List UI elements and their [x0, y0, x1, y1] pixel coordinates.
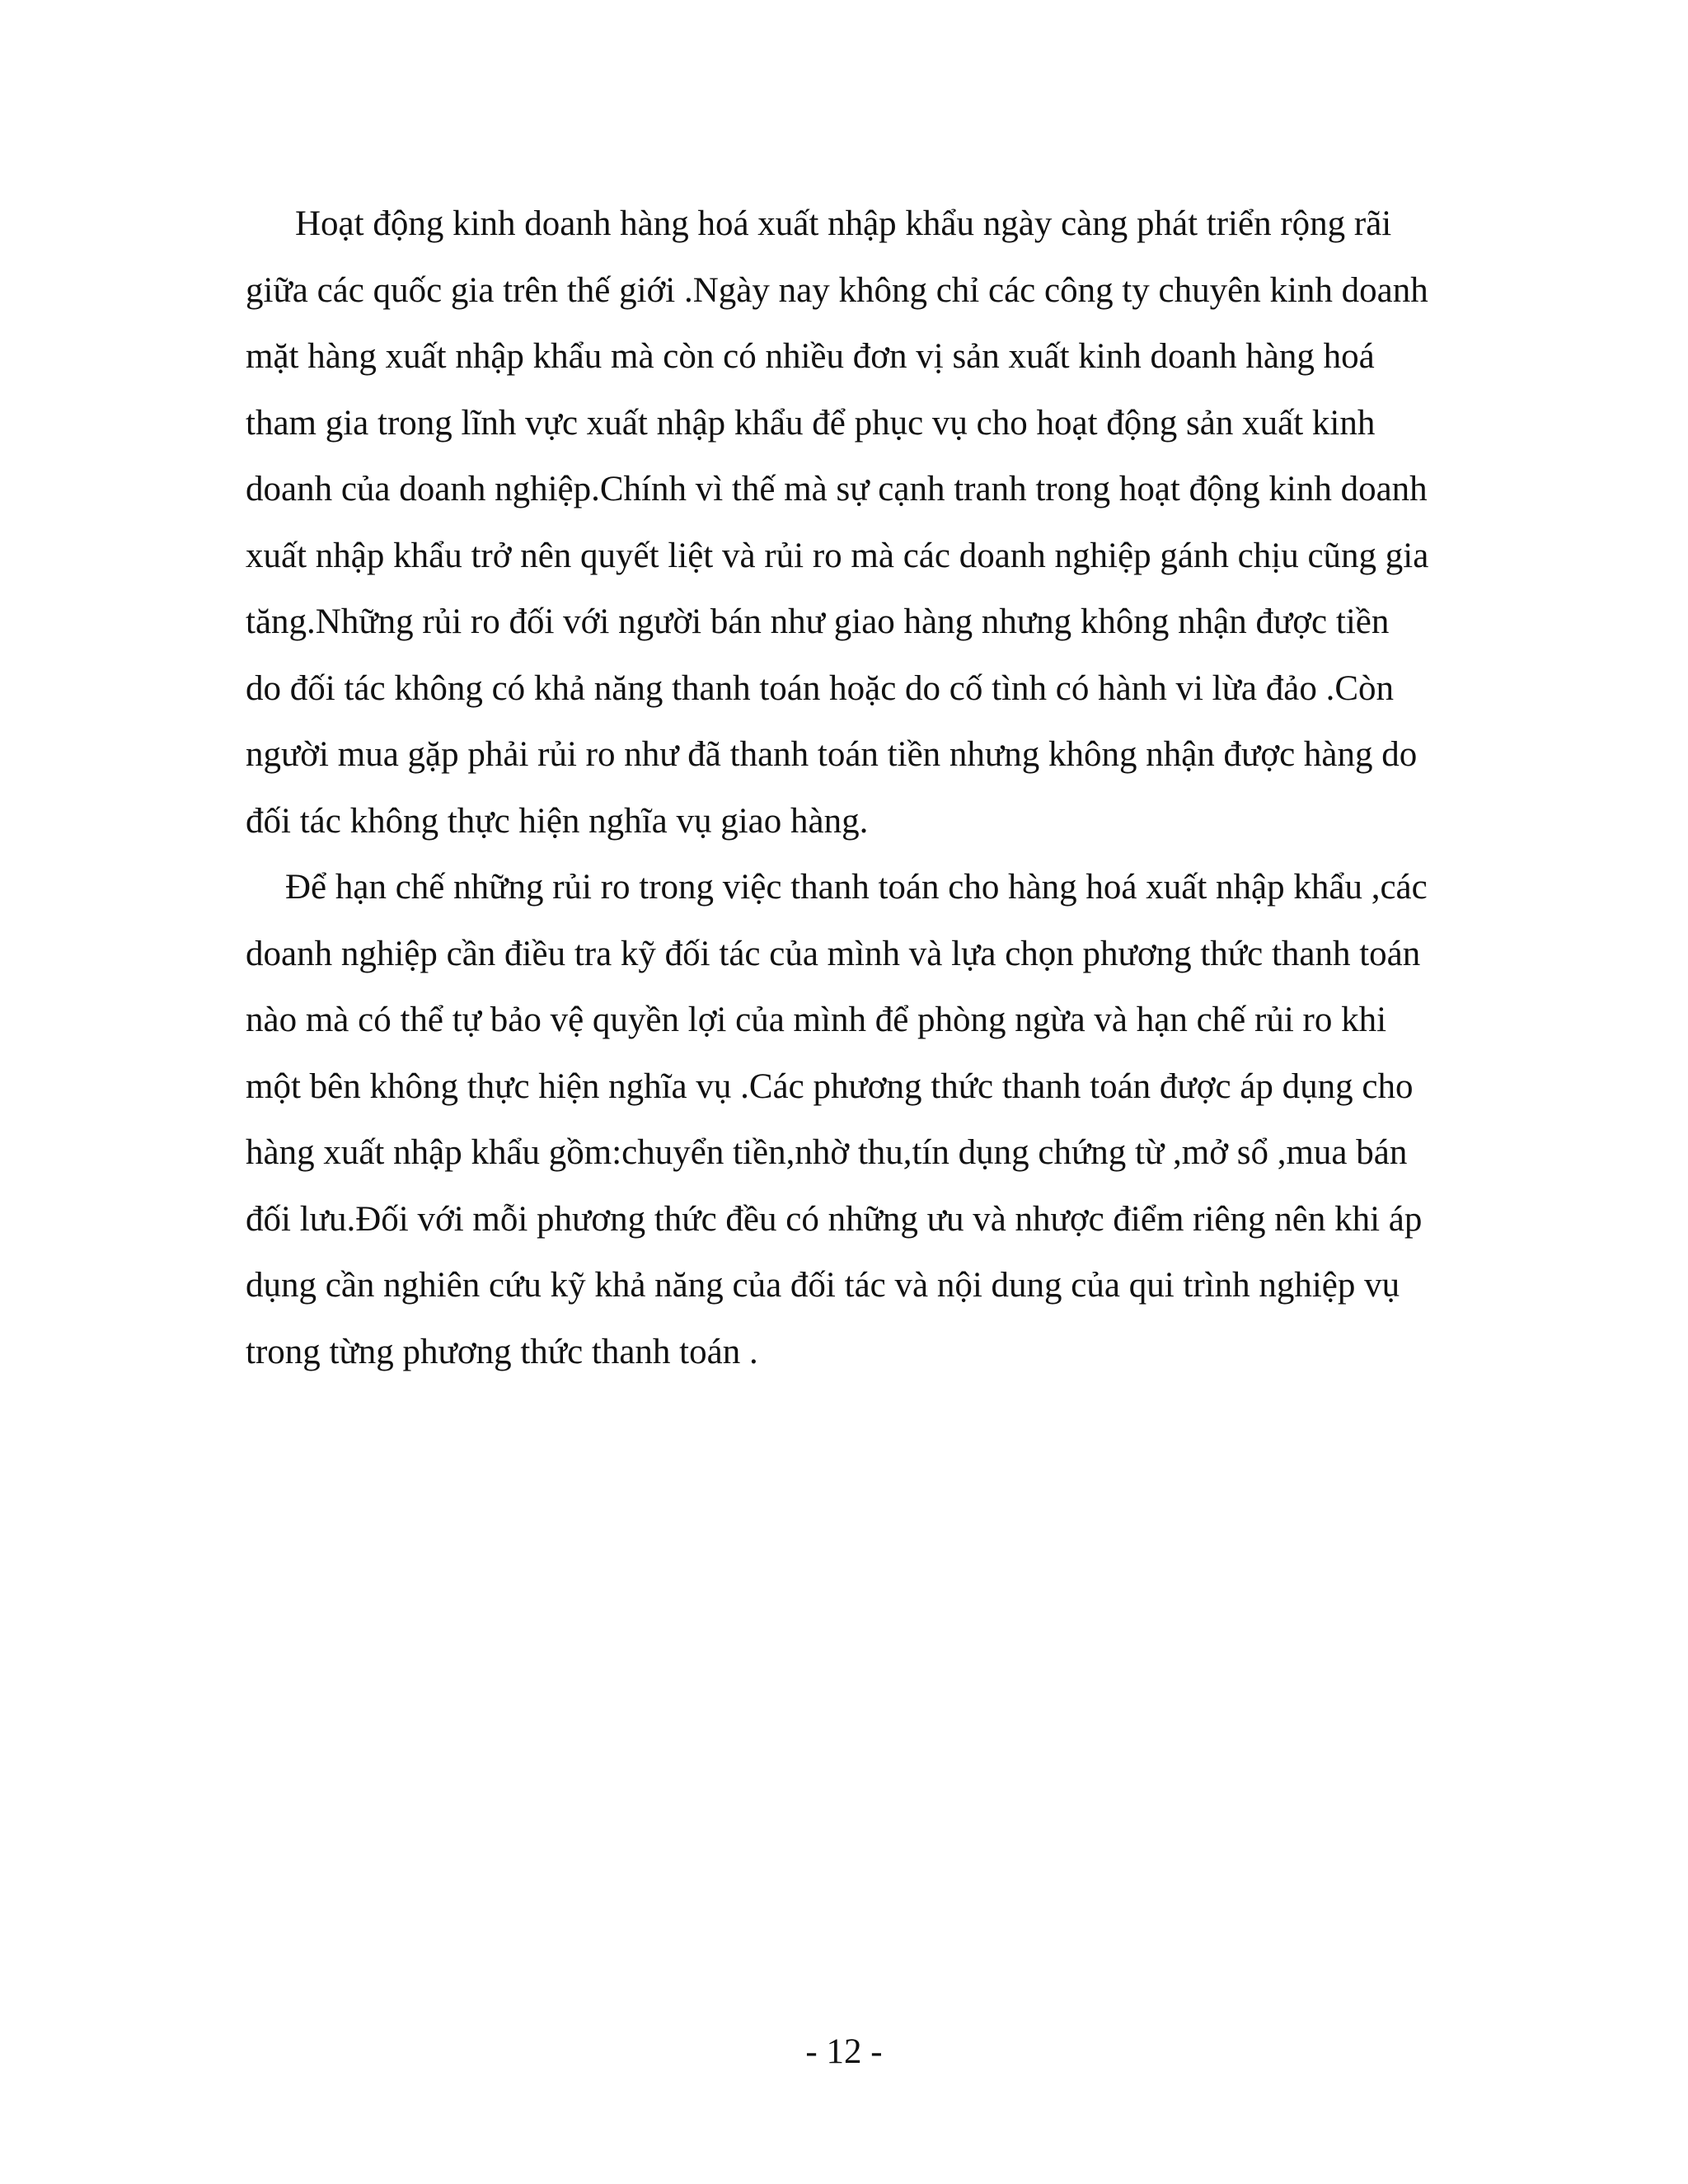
paragraph-line: đối tác không thực hiện nghĩa vụ giao hàng. [246, 801, 869, 841]
paragraph-line: doanh nghiệp cần điều tra kỹ đối tác của mình và lựa chọn phương thức thanh toán [246, 934, 1421, 973]
paragraph-line: doanh của doanh nghiệp.Chính vì thế mà sự cạnh tranh trong hoạt động kinh doanh [246, 470, 1428, 509]
paragraph-line: do đối tác không có khả năng thanh toán hoặc do cố tình có hành vi lừa đảo .Còn [246, 668, 1395, 708]
paragraph-line: dụng cần nghiên cứu kỹ khả năng của đối tác và nội dung của qui trình nghiệp vụ [246, 1266, 1400, 1305]
paragraph-line: Để hạn chế những rủi ro trong việc thanh toán cho hàng hoá xuất nhập khẩu ,các [285, 868, 1428, 907]
paragraph-2 [246, 855, 1531, 1385]
document-body [246, 191, 1531, 1385]
paragraph-line: đối lưu.Đối với mỗi phương thức đều có những ưu và nhược điểm riêng nên khi áp [246, 1199, 1423, 1239]
paragraph-line: tăng.Những rủi ro đối với người bán như giao hàng nhưng không nhận được tiền [246, 602, 1390, 641]
paragraph-1 [246, 191, 1531, 855]
paragraph-line: Hoạt động kinh doanh hàng hoá xuất nhập khẩu ngày càng phát triển rộng rãi [295, 204, 1392, 243]
paragraph-line: nào mà có thể tự bảo vệ quyền lợi của mình để phòng ngừa và hạn chế rủi ro khi [246, 1001, 1387, 1039]
paragraph-line: một bên không thực hiện nghĩa vụ .Các phương thức thanh toán được áp dụng cho [246, 1066, 1414, 1106]
paragraph-line: người mua gặp phải rủi ro như đã thanh toán tiền nhưng không nhận được hàng do [246, 735, 1418, 774]
paragraph-line: tham gia trong lĩnh vực xuất nhập khẩu để phục vụ cho hoạt động sản xuất kinh [246, 403, 1376, 443]
paragraph-line: xuất nhập khẩu trở nên quyết liệt và rủi ro mà các doanh nghiệp gánh chịu cũng gia [246, 536, 1429, 575]
paragraph-line: hàng xuất nhập khẩu gồm:chuyển tiền,nhờ thu,tín dụng chứng từ ,mở sổ ,mua bán [246, 1133, 1408, 1172]
paragraph-line: trong từng phương thức thanh toán . [246, 1332, 758, 1371]
paragraph-line: giữa các quốc gia trên thế giới .Ngày nay không chỉ các công ty chuyên kinh doanh [246, 270, 1428, 310]
page-number: - 12 - [805, 2032, 883, 2071]
paragraph-line: mặt hàng xuất nhập khẩu mà còn có nhiều đơn vị sản xuất kinh doanh hàng hoá [246, 337, 1375, 376]
